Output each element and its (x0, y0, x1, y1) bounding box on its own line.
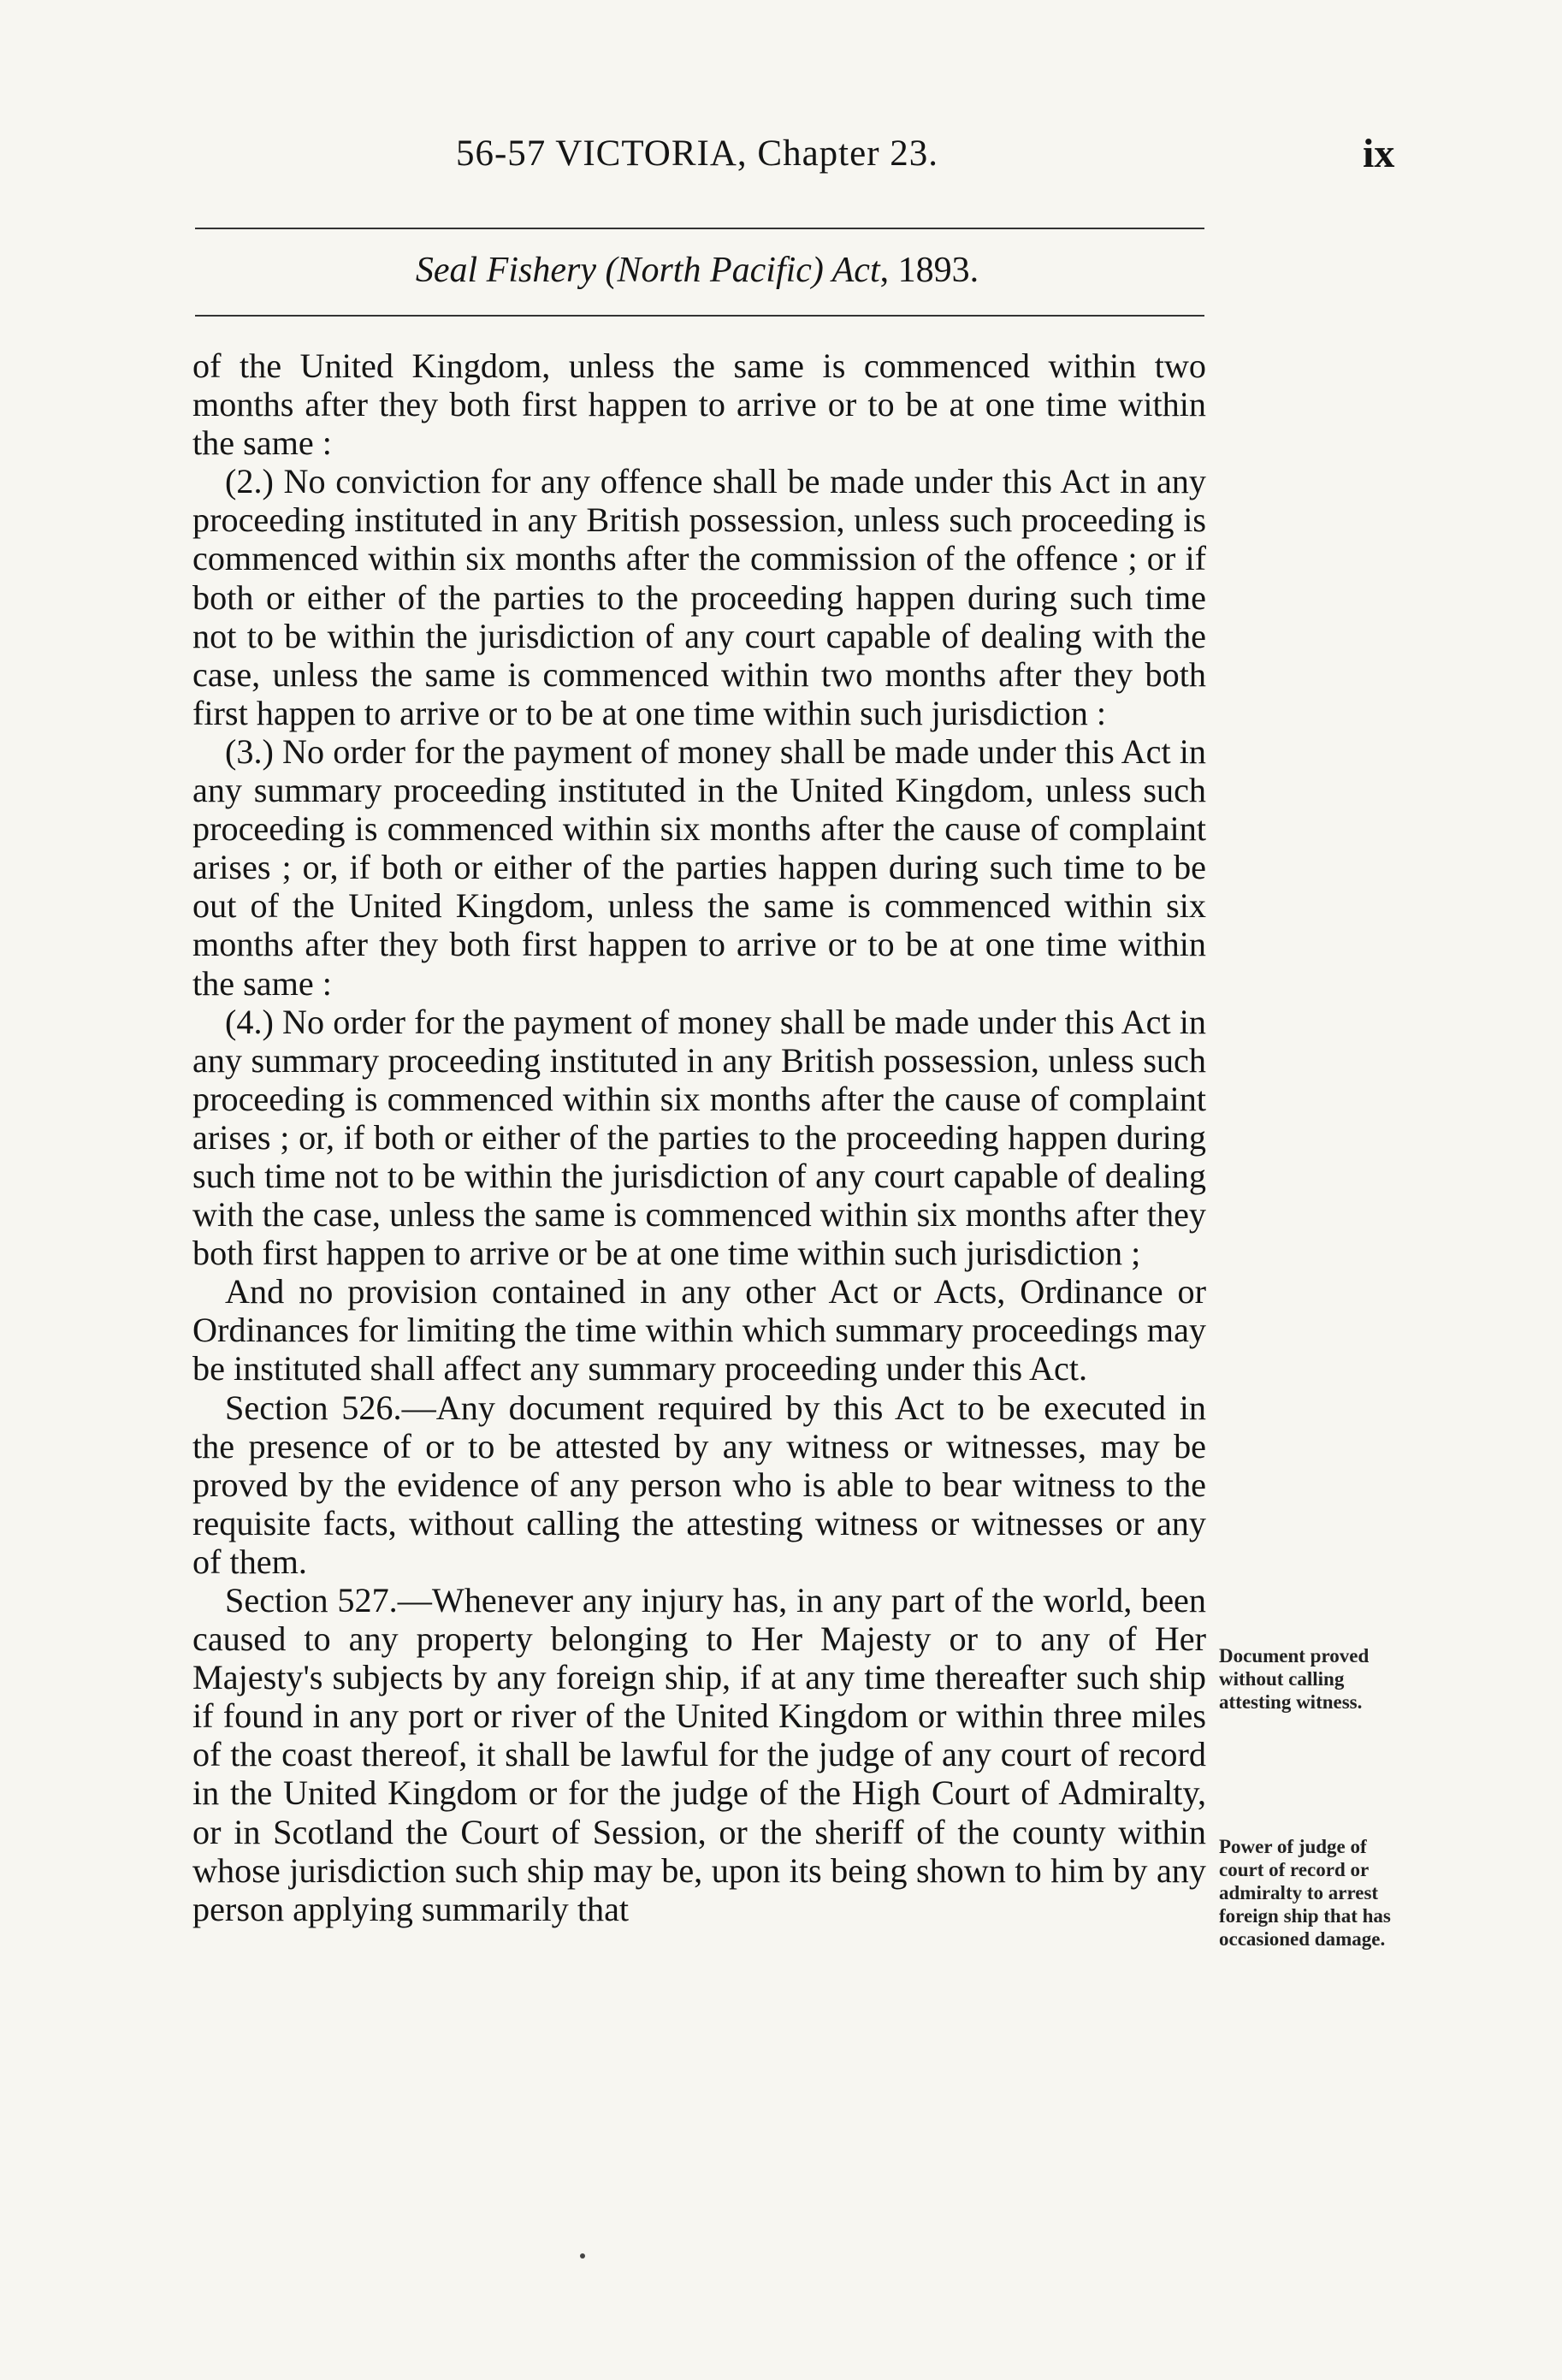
header-rule-top (195, 228, 1204, 229)
paragraph-provision: And no provision contained in any other Act or Acts, Ordinance or Ordinances for limiting the time within which summary proceedings may be instituted shall affect any summary proceeding under this Act. (192, 1272, 1206, 1388)
paragraph-section-526: Section 526.—Any document required by this Act to be executed in the presence of or to be attested by any witness or witnesses, may be proved by the evidence of any person who is able to bear witness to the requisite facts, without calling the attesting witness or witnesses or any of them. (192, 1388, 1206, 1581)
paragraph-subsection-3: (3.) No order for the payment of money shall be made under this Act in any summary proceeding instituted in the United Kingdom, unless such proceeding is commenced within six months after the cause of complaint arises ; or, if both or either of the parties happen during such time to be out of the United Kingdom, unless the same is commenced within six months after they both first happen to arrive or to be at one time within the same : (192, 731, 1206, 1003)
paragraph-subsection-4: (4.) No order for the payment of money shall be made under this Act in any summary proceeding instituted in any British possession, unless such proceeding is commenced within six months after the cause of complaint arises ; or, if both or either of the parties to the proceeding happen during such time not to be within the jurisdiction of any court capable of dealing with the case, unless the same is commenced within six months after they both first happen to arrive or be at one time within such jurisdiction ; (192, 1002, 1206, 1273)
paragraph-section-527: Section 527.—Whenever any injury has, in any part of the world, been caused to any property belonging to Her Majesty or to any of Her Majesty's subjects by any foreign ship, if at any time thereafter such ship if found in any port or river of the United Kingdom or within three miles of the coast thereof, it shall be lawful for the judge of any court of record in the United Kingdom or for the judge of the High Court of Admiralty, or in Scotland the Court of Session, or the sheriff of the county within whose jurisdiction such ship may be, upon its being shown to him by any person applying summarily that (192, 1581, 1206, 1928)
page-number: ix (1363, 131, 1395, 176)
paragraph-continuation: of the United Kingdom, unless the same is commenced within two months after they both first happen to arrive or to be at one time within the same : (192, 346, 1206, 463)
running-head: 56-57 VICTORIA, Chapter 23. (455, 133, 939, 174)
act-title-italic: Seal Fishery (North Pacific) Act (415, 251, 880, 290)
act-title (192, 250, 1202, 291)
act-title-year: , 1893. (879, 251, 979, 290)
marginal-note-document-proved: Document proved without calling attesting witness. (1219, 1645, 1370, 1713)
paragraph-subsection-2: (2.) No conviction for any offence shall be made under this Act in any proceeding instituted in any British possession, unless such proceeding is commenced within six months after the commission of the offence ; or if both or either of the parties to the proceeding happen during such time not to be within the jurisdiction of any court capable of dealing with the case, unless the same is commenced within two months after they both first happen to arrive or to be at one time within such jurisdiction : (192, 462, 1206, 732)
body-text (192, 346, 1206, 1928)
print-speck (580, 2253, 585, 2259)
header-rule-bottom (195, 315, 1204, 317)
marginal-note-power-of-judge: Power of judge of court of record or admiralty to arrest foreign ship that has occasioned damage. (1219, 1836, 1391, 1950)
